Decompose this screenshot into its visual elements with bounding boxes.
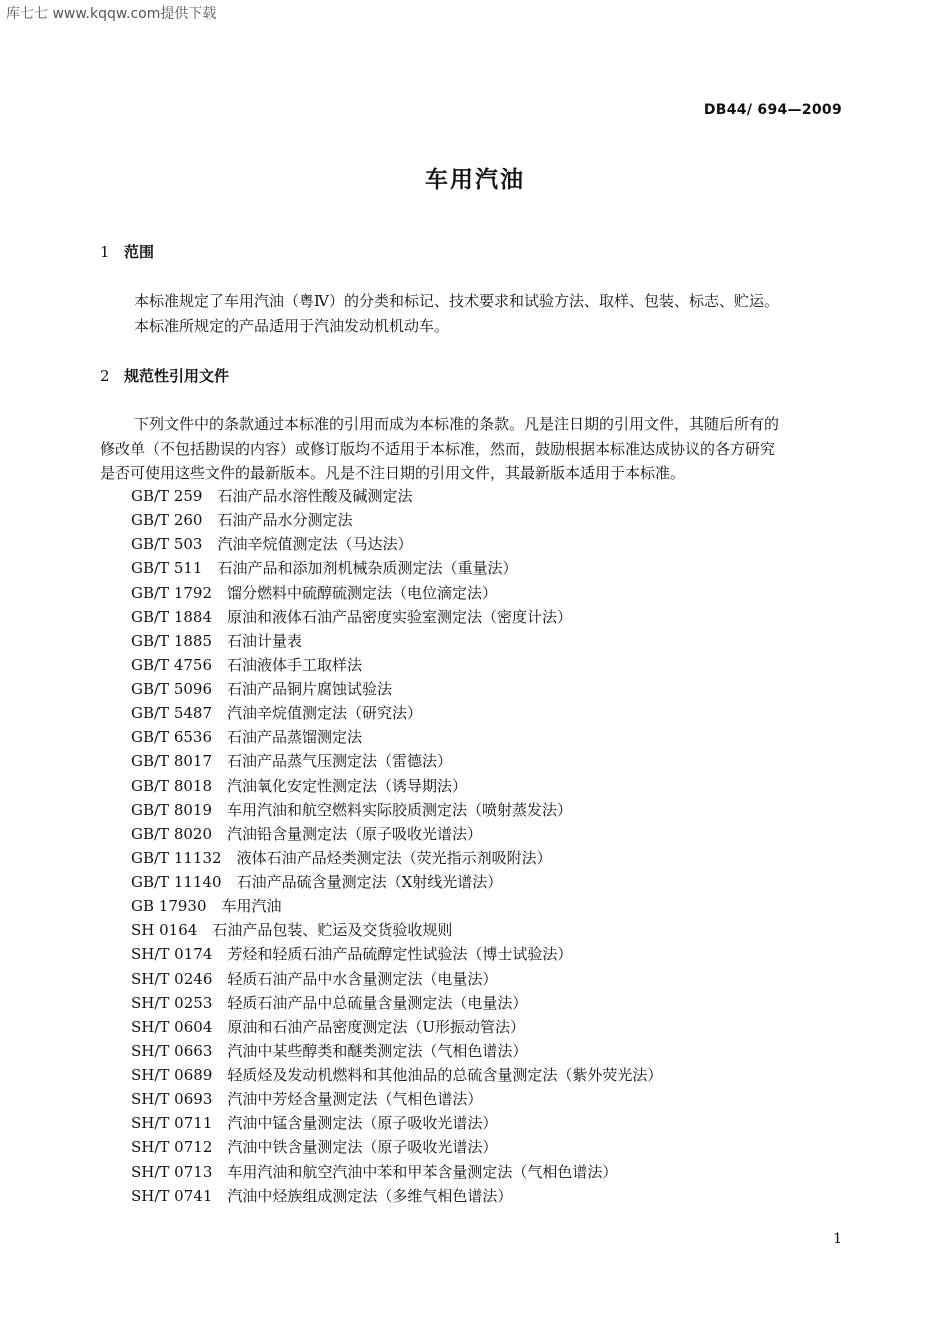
- reference-item: [131, 1063, 662, 1087]
- reference-item: [131, 629, 662, 653]
- reference-code: GB/T 8018: [131, 776, 213, 795]
- paragraph-line: 是否可使用这些文件的最新版本。凡是不注日期的引用文件，其最新版本适用于本标准。: [100, 464, 686, 482]
- reference-code: GB/T 11140: [131, 873, 222, 891]
- reference-title: 汽油中锰含量测定法（原子吸收光谱法）: [227, 1114, 498, 1133]
- reference-title: 汽油铅含量测定法（原子吸收光谱法）: [227, 824, 483, 843]
- reference-title: 石油产品水分测定法: [217, 511, 353, 530]
- reference-code: SH/T 0741: [131, 1186, 213, 1205]
- page-number: 1: [833, 1231, 842, 1247]
- reference-title: 芳烃和轻质石油产品硫醇定性试验法（博士试验法）: [227, 945, 573, 964]
- reference-code: SH/T 0663: [131, 1041, 213, 1060]
- reference-title: 石油计量表: [227, 631, 303, 650]
- reference-code: GB/T 11132: [131, 848, 222, 867]
- reference-title: 液体石油产品烃类测定法（荧光指示剂吸附法）: [236, 848, 552, 867]
- reference-title: 馏分燃料中硫醇硫测定法（电位滴定法）: [227, 583, 498, 602]
- reference-title: 汽油中芳烃含量测定法（气相色谱法）: [227, 1090, 483, 1109]
- reference-item: [131, 774, 662, 798]
- reference-item: [131, 1087, 662, 1111]
- reference-item: [131, 967, 662, 991]
- reference-code: SH/T 0713: [131, 1162, 213, 1181]
- reference-title: 石油产品和添加剂机械杂质测定法（重量法）: [217, 559, 518, 578]
- reference-code: GB/T 259: [131, 487, 203, 505]
- reference-item: [131, 822, 662, 846]
- reference-item: [131, 484, 662, 508]
- reference-code: GB/T 1792: [131, 583, 213, 602]
- reference-item: [131, 846, 662, 870]
- reference-code: GB/T 511: [131, 559, 203, 578]
- paragraph-line: 修改单（不包括勘误的内容）或修订版均不适用于本标准，然而，鼓励根据本标准达成协议的各方研究: [100, 439, 776, 458]
- reference-item: [131, 870, 662, 894]
- reference-title: 车用汽油和航空燃料实际胶质测定法（喷射蒸发法）: [227, 800, 573, 819]
- reference-item: [131, 701, 662, 725]
- reference-title: 原油和液体石油产品密度实验室测定法（密度计法）: [227, 607, 573, 626]
- standard-code: DB44/ 694—2009: [703, 102, 842, 118]
- reference-title: 轻质烃及发动机燃料和其他油品的总硫含量测定法（紫外荧光法）: [227, 1066, 663, 1084]
- reference-item: [131, 1015, 662, 1039]
- reference-code: GB/T 6536: [131, 728, 213, 747]
- paragraph: 本标准所规定的产品适用于汽油发动机机动车。: [134, 316, 450, 335]
- reference-title: 石油产品蒸气压测定法（雷德法）: [227, 752, 453, 771]
- reference-item: [131, 749, 662, 773]
- reference-code: SH/T 0712: [131, 1138, 213, 1157]
- reference-title: 汽油中烃族组成测定法（多维气相色谱法）: [227, 1186, 513, 1205]
- reference-title: 车用汽油和航空汽油中苯和甲苯含量测定法（气相色谱法）: [227, 1162, 618, 1181]
- reference-code: SH/T 0711: [131, 1114, 213, 1133]
- reference-title: 石油产品水溶性酸及碱测定法: [217, 487, 413, 505]
- reference-title: 汽油氧化安定性测定法（诱导期法）: [227, 776, 468, 795]
- page-title: 车用汽油: [425, 167, 525, 193]
- reference-code: GB/T 503: [131, 535, 203, 554]
- reference-code: SH/T 0689: [131, 1066, 213, 1084]
- reference-item: [131, 605, 662, 629]
- reference-item: [131, 532, 662, 556]
- reference-code: GB/T 260: [131, 511, 203, 530]
- section-2-heading: [100, 365, 229, 386]
- reference-item: [131, 942, 662, 966]
- paragraph: 本标准规定了车用汽油（粤Ⅳ）的分类和标记、技术要求和试验方法、取样、包装、标志、贮运。: [134, 292, 779, 310]
- section-title: 规范性引用文件: [124, 367, 230, 385]
- reference-item: [131, 1160, 662, 1184]
- reference-item: [131, 894, 662, 918]
- reference-item: [131, 1039, 662, 1063]
- section-number: 1: [100, 243, 110, 261]
- reference-code: GB/T 4756: [131, 655, 213, 674]
- section-1-body: [100, 289, 848, 338]
- reference-code: GB/T 1884: [131, 607, 213, 626]
- reference-title: 汽油中某些醇类和醚类测定法（气相色谱法）: [227, 1041, 528, 1060]
- reference-item: [131, 653, 662, 677]
- paragraph-line: 下列文件中的条款通过本标准的引用而成为本标准的条款。凡是注日期的引用文件，其随后所有的: [134, 415, 780, 433]
- reference-item: [131, 1184, 662, 1208]
- reference-item: [131, 991, 662, 1015]
- reference-code: SH/T 0604: [131, 1017, 213, 1036]
- reference-code: GB/T 8020: [131, 824, 213, 843]
- reference-item: [131, 798, 662, 822]
- reference-title: 石油产品蒸馏测定法: [227, 728, 363, 747]
- reference-item: [131, 581, 662, 605]
- reference-code: SH/T 0693: [131, 1090, 213, 1109]
- reference-title: 汽油辛烷值测定法（研究法）: [227, 704, 423, 723]
- reference-code: GB 17930: [131, 897, 207, 916]
- section-2-intro: [100, 412, 848, 486]
- reference-list: [131, 484, 662, 1208]
- reference-title: 石油产品包装、贮运及交货验收规则: [212, 921, 453, 940]
- reference-code: SH/T 0253: [131, 993, 213, 1012]
- reference-title: 轻质石油产品中水含量测定法（电量法）: [227, 969, 498, 988]
- reference-code: GB/T 5096: [131, 680, 213, 698]
- section-number: 2: [100, 367, 110, 385]
- reference-item: [131, 725, 662, 749]
- reference-code: GB/T 8017: [131, 752, 213, 771]
- reference-code: GB/T 8019: [131, 800, 213, 819]
- reference-item: [131, 508, 662, 532]
- watermark-text: 库七七 www.kqqw.com提供下载: [6, 6, 217, 22]
- reference-title: 原油和石油产品密度测定法（U形振动管法）: [227, 1017, 526, 1036]
- reference-code: SH/T 0174: [131, 945, 213, 964]
- reference-code: SH/T 0246: [131, 969, 213, 988]
- reference-item: [131, 677, 662, 701]
- reference-item: [131, 1111, 662, 1135]
- reference-title: 轻质石油产品中总硫量含量测定法（电量法）: [227, 993, 528, 1012]
- reference-title: 车用汽油: [221, 897, 282, 916]
- reference-title: 石油液体手工取样法: [227, 655, 363, 674]
- reference-code: GB/T 1885: [131, 631, 213, 650]
- reference-item: [131, 1135, 662, 1159]
- reference-code: GB/T 5487: [131, 704, 213, 723]
- reference-title: 石油产品硫含量测定法（X射线光谱法）: [236, 873, 503, 891]
- reference-item: [131, 556, 662, 580]
- section-title: 范围: [124, 243, 155, 261]
- section-1-heading: [100, 241, 154, 262]
- reference-title: 石油产品铜片腐蚀试验法: [227, 680, 393, 698]
- reference-title: 汽油中铁含量测定法（原子吸收光谱法）: [227, 1138, 498, 1157]
- reference-code: SH 0164: [131, 921, 198, 940]
- reference-item: [131, 918, 662, 942]
- reference-title: 汽油辛烷值测定法（马达法）: [217, 535, 413, 554]
